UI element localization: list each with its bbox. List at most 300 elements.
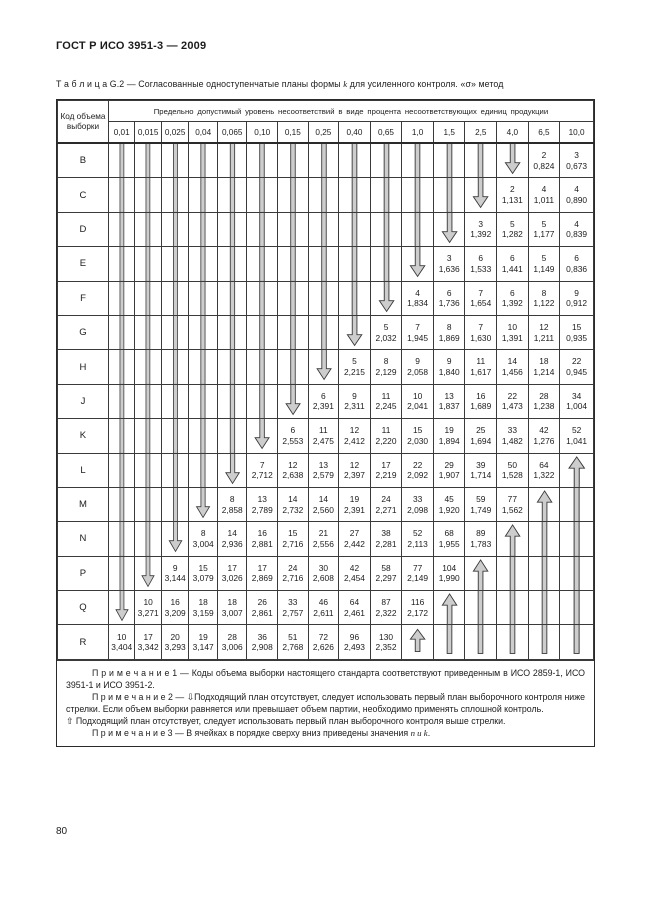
plan-cell [161, 247, 189, 281]
table-row [58, 178, 594, 212]
down-arrow-shaft-icon [109, 178, 134, 211]
down-arrow-shaft-icon [135, 316, 160, 349]
plan-cell [135, 419, 161, 453]
k-value: 1,392 [470, 229, 492, 240]
plan-cell [560, 212, 594, 246]
plan-cell [108, 384, 134, 418]
down-arrow-shaft-icon [120, 213, 124, 246]
note-3 [66, 727, 585, 739]
down-arrow-shaft-icon [201, 316, 205, 349]
plan-cell [370, 591, 402, 625]
down-arrow-shaft-icon [189, 316, 217, 349]
down-arrow-shaft-icon [247, 213, 277, 246]
plan-cell [497, 281, 529, 315]
up-arrowhead-icon [537, 491, 551, 521]
n-value: 14 [507, 356, 517, 367]
up-arrow-shaft-icon [560, 591, 593, 624]
aql-column-header: 0,025 [161, 122, 189, 144]
table-row [58, 591, 594, 625]
plan-cell [465, 625, 497, 659]
plan-cell [108, 556, 134, 590]
down-arrow-shaft-icon [135, 247, 160, 280]
down-arrow-shaft-icon [146, 213, 150, 246]
plan-cell [433, 384, 465, 418]
k-value: 1,617 [470, 367, 492, 378]
k-value: 1,041 [566, 435, 588, 446]
n-value: 6 [574, 253, 579, 264]
aql-column-header: 0,10 [247, 122, 278, 144]
k-value: 3,144 [164, 573, 186, 584]
plan-cell [247, 178, 278, 212]
n-value: 3 [446, 253, 452, 264]
plan-cell [339, 212, 371, 246]
plan-cell [560, 315, 594, 349]
n-value: 8 [541, 287, 547, 298]
down-arrowhead-icon [434, 213, 465, 246]
down-arrow-shaft-icon [230, 178, 234, 211]
n-value: 11 [381, 390, 391, 401]
down-arrow-shaft-icon [402, 144, 433, 177]
plan-cell [135, 556, 161, 590]
plan-cell [560, 419, 594, 453]
plan-cell [528, 247, 560, 281]
k-value: 2,869 [251, 573, 273, 584]
down-arrow-shaft-icon [278, 178, 308, 211]
n-value: 33 [288, 597, 298, 608]
plan-cell [108, 350, 134, 384]
plan-cell [497, 178, 529, 212]
plan-cell [278, 212, 309, 246]
plan-cell [135, 281, 161, 315]
plan-cell [402, 453, 434, 487]
k-value: 1,528 [501, 470, 523, 481]
down-arrow-shaft-icon [120, 385, 124, 418]
down-arrow-shaft-icon [146, 282, 150, 315]
plan-cell [402, 487, 434, 521]
down-arrowhead-icon [135, 557, 160, 590]
k-value: 2,716 [282, 538, 304, 549]
down-arrow-shaft-icon [173, 282, 177, 315]
plan-cell [135, 487, 161, 521]
plan-cell [161, 212, 189, 246]
plan-cell [108, 625, 134, 659]
down-arrow-shaft-icon [135, 385, 160, 418]
down-arrow-shaft-icon [260, 144, 265, 177]
down-arrow-shaft-icon [120, 247, 124, 280]
k-value: 2,757 [282, 607, 304, 618]
down-arrowhead-icon [411, 247, 425, 276]
n-value: 72 [318, 631, 329, 642]
k-value: 2,712 [251, 470, 273, 481]
plan-cell [402, 212, 434, 246]
k-value: 1,920 [438, 504, 460, 515]
plan-cell [339, 625, 371, 659]
n-value: 5 [541, 253, 547, 264]
n-value: 13 [444, 390, 454, 401]
down-arrow-shaft-icon [120, 178, 124, 211]
plan-cell [189, 453, 218, 487]
note-2: П р и м е ч а н и е 2 — ⇩Подходящий план отсутствует, следует использовать первый план выборочного контроля ниже стрелки. Если объем выборки равняется или превышает объем партии, необходимо применять сплошной контроль. [66, 691, 585, 714]
plan-cell [278, 143, 309, 178]
k-value: 1,322 [533, 470, 555, 481]
plan-cell [217, 453, 247, 487]
plan-cell [247, 453, 278, 487]
down-arrow-shaft-icon [247, 282, 277, 315]
plan-cell [108, 591, 134, 625]
down-arrow-shaft-icon [189, 178, 217, 211]
row-code: D [58, 212, 109, 246]
plan-cell [560, 281, 594, 315]
plan-cell [465, 419, 497, 453]
up-arrow-shaft-icon [574, 488, 579, 521]
aql-column-header: 2,5 [465, 122, 497, 144]
n-value: 6 [510, 287, 515, 298]
plan-cell [217, 384, 247, 418]
k-value: 1,869 [438, 332, 460, 343]
k-value: 1,907 [438, 470, 460, 481]
n-value: 104 [442, 562, 457, 573]
down-arrow-shaft-icon [218, 213, 247, 246]
down-arrowhead-icon [339, 316, 370, 349]
plan-cell [308, 625, 339, 659]
plan-cell [370, 384, 402, 418]
down-arrowhead-icon [497, 144, 528, 177]
aql-column-header: 1,0 [402, 122, 434, 144]
k-value: 3,404 [111, 642, 133, 653]
k-value: 2,098 [407, 504, 429, 515]
down-arrow-shaft-icon [384, 247, 389, 280]
n-value: 20 [170, 631, 180, 642]
plan-cell [339, 556, 371, 590]
k-value: 2,322 [375, 607, 397, 618]
down-arrowhead-icon [286, 385, 300, 414]
plan-cell [370, 453, 402, 487]
plan-cell [108, 522, 134, 556]
plan-cell [465, 522, 497, 556]
down-arrow-shaft-icon [321, 144, 326, 177]
up-arrow-shaft-icon [510, 625, 515, 653]
plan-cell [433, 212, 465, 246]
up-arrow-shaft-icon [560, 522, 593, 555]
plan-cell [402, 247, 434, 281]
plan-cell [108, 487, 134, 521]
n-value: 6 [290, 425, 296, 436]
down-arrow-shaft-icon [189, 419, 217, 452]
n-value: 29 [444, 459, 454, 470]
down-arrow-shaft-icon [321, 213, 326, 246]
down-arrow-shaft-icon [230, 247, 234, 280]
k-value: 2,560 [312, 504, 334, 515]
plan-cell [189, 522, 218, 556]
k-value: 3,147 [192, 642, 214, 653]
n-value: 33 [412, 494, 423, 504]
plan-cell [560, 591, 594, 625]
k-value: 2,391 [312, 401, 334, 412]
row-code: L [58, 453, 109, 487]
n-value: 12 [349, 459, 360, 470]
plan-cell [161, 522, 189, 556]
down-arrow-shaft-icon [120, 557, 124, 590]
plan-cell [135, 384, 161, 418]
down-arrow-shaft-icon [146, 488, 150, 521]
down-arrow-shaft-icon [218, 178, 247, 211]
n-value: 28 [227, 631, 237, 642]
plan-cell [402, 419, 434, 453]
plan-cell [370, 143, 402, 178]
plan-cell [161, 453, 189, 487]
plan-cell [278, 350, 309, 384]
plan-cell [217, 556, 247, 590]
k-value: 2,058 [407, 367, 429, 378]
down-arrow-shaft-icon [321, 247, 326, 280]
k-value: 2,245 [375, 401, 397, 412]
plan-cell [108, 212, 134, 246]
plan-cell [560, 247, 594, 281]
k-value: 2,858 [221, 504, 243, 515]
plan-cell [465, 212, 497, 246]
k-value: 3,079 [192, 573, 214, 584]
down-arrow-shaft-icon [291, 316, 296, 349]
down-arrow-shaft-icon [321, 316, 326, 349]
plan-cell [278, 591, 309, 625]
plan-cell [247, 522, 278, 556]
down-arrowhead-icon [379, 282, 393, 311]
aql-column-header: 0,04 [189, 122, 218, 144]
plan-cell [402, 556, 434, 590]
plan-cell [497, 143, 529, 178]
k-value: 2,129 [375, 367, 397, 378]
k-value: 2,311 [344, 401, 365, 412]
up-arrowhead-icon [505, 525, 519, 555]
plan-cell [247, 247, 278, 281]
down-arrow-shaft-icon [434, 178, 465, 211]
k-value: 2,271 [375, 504, 397, 515]
row-code: C [58, 178, 109, 212]
row-code: H [58, 350, 109, 384]
down-arrow-shaft-icon [146, 316, 150, 349]
plan-cell [108, 453, 134, 487]
table-row [58, 487, 594, 521]
n-value: 11 [381, 425, 391, 436]
up-arrow-shaft-icon [542, 557, 547, 590]
down-arrow-shaft-icon [260, 350, 265, 383]
down-arrow-shaft-icon [321, 282, 326, 315]
down-arrow-shaft-icon [120, 522, 124, 555]
down-arrow-shaft-icon [230, 144, 234, 177]
plan-cell [108, 315, 134, 349]
plan-cell [339, 281, 371, 315]
up-arrow-shaft-icon [560, 488, 593, 521]
plan-cell [402, 315, 434, 349]
k-value: 1,894 [438, 435, 460, 446]
n-value: 21 [318, 528, 329, 539]
n-value: 2 [541, 150, 547, 161]
plan-cell [560, 143, 594, 178]
up-arrow-shaft-icon [529, 625, 560, 658]
plan-cell [247, 315, 278, 349]
aql-column-header: 10,0 [560, 122, 594, 144]
plan-cell [161, 625, 189, 659]
aql-column-header: 0,25 [308, 122, 339, 144]
n-value: 13 [257, 494, 267, 504]
down-arrowhead-icon [442, 213, 456, 242]
down-arrow-shaft-icon [371, 213, 402, 246]
plan-cell [433, 281, 465, 315]
down-arrowhead-icon [142, 557, 154, 586]
k-value: 1,473 [501, 401, 523, 412]
down-arrowhead-icon [465, 178, 496, 211]
down-arrow-shaft-icon [278, 316, 308, 349]
k-value: 2,281 [375, 538, 397, 549]
note-3-nk: n и k [410, 727, 428, 738]
plan-cell [189, 143, 218, 178]
table-row [58, 453, 594, 487]
plan-cell [308, 281, 339, 315]
down-arrow-shaft-icon [309, 247, 339, 280]
n-value: 8 [446, 322, 452, 333]
k-value: 0,935 [566, 332, 588, 343]
plan-cell [528, 212, 560, 246]
n-value: 6 [478, 253, 484, 264]
k-value: 0,824 [533, 160, 555, 171]
plan-cell [135, 350, 161, 384]
n-value: 10 [412, 390, 423, 401]
n-value: 6 [510, 253, 515, 264]
down-arrow-shaft-icon [260, 385, 265, 418]
n-value: 51 [288, 631, 298, 642]
k-value: 2,032 [375, 332, 397, 343]
plan-cell [278, 522, 309, 556]
up-arrow-shaft-icon [465, 625, 496, 658]
table-row [58, 350, 594, 384]
plan-cell [465, 591, 497, 625]
down-arrow-shaft-icon [384, 178, 389, 211]
down-arrow-shaft-icon [247, 350, 277, 383]
k-value: 3,271 [137, 607, 159, 618]
plan-cell [497, 487, 529, 521]
down-arrow-shaft-icon [339, 247, 370, 280]
up-arrow-shaft-icon [465, 591, 496, 624]
plan-cell [161, 419, 189, 453]
n-value: 7 [478, 322, 484, 333]
plan-cell [497, 315, 529, 349]
plan-cell [528, 143, 560, 178]
k-value: 2,789 [251, 504, 273, 515]
n-value: 8 [229, 494, 235, 504]
down-arrowhead-icon [162, 522, 189, 555]
up-arrow-shaft-icon [479, 591, 484, 624]
up-arrowhead-icon [442, 594, 456, 624]
up-arrow-shaft-icon [574, 557, 579, 590]
n-value: 8 [200, 528, 206, 539]
down-arrow-shaft-icon [434, 144, 465, 177]
down-arrow-shaft-icon [109, 454, 134, 487]
k-value: 3,026 [221, 573, 243, 584]
n-value: 10 [507, 322, 517, 333]
n-value: 6 [446, 287, 452, 298]
down-arrow-shaft-icon [146, 419, 150, 452]
up-arrowhead-short-icon [402, 625, 433, 658]
plan-cell [161, 178, 189, 212]
n-value: 77 [507, 494, 517, 504]
down-arrow-shaft-icon [120, 282, 124, 315]
n-value: 14 [318, 494, 329, 504]
row-code: P [58, 556, 109, 590]
down-arrow-shaft-icon [352, 247, 357, 280]
n-value: 9 [172, 562, 178, 573]
down-arrow-shaft-icon [146, 454, 150, 487]
down-arrow-shaft-icon [109, 419, 134, 452]
k-value: 2,092 [407, 470, 429, 481]
k-value: 3,004 [192, 538, 214, 549]
plan-cell [217, 591, 247, 625]
n-value: 18 [539, 356, 549, 367]
up-arrow-shaft-icon [542, 625, 547, 653]
up-arrow-shaft-icon [497, 557, 528, 590]
down-arrow-shaft-icon [135, 282, 160, 315]
k-value: 1,689 [470, 401, 492, 412]
k-value: 2,608 [312, 573, 334, 584]
down-arrow-shaft-icon [189, 247, 217, 280]
k-value: 1,211 [533, 332, 555, 343]
table-row [58, 212, 594, 246]
down-arrow-shaft-icon [173, 385, 177, 418]
plan-cell [278, 625, 309, 659]
n-value: 14 [288, 494, 298, 504]
plan-cell [278, 384, 309, 418]
k-value: 0,673 [566, 160, 588, 171]
plan-cell [339, 522, 371, 556]
down-arrowhead-icon [309, 350, 339, 383]
down-arrow-shaft-icon [109, 488, 134, 521]
plan-cell [433, 556, 465, 590]
down-arrow-shaft-icon [309, 282, 339, 315]
k-value: 1,834 [407, 298, 429, 309]
k-value: 2,638 [282, 470, 304, 481]
plan-cell [247, 281, 278, 315]
n-value: 25 [476, 425, 486, 436]
plan-cell [189, 247, 218, 281]
table-row [58, 384, 594, 418]
plan-cell [108, 143, 134, 178]
k-value: 0,836 [566, 263, 588, 274]
plan-cell [161, 487, 189, 521]
down-arrow-shaft-icon [135, 419, 160, 452]
down-arrow-shaft-icon [120, 419, 124, 452]
k-value: 2,030 [407, 435, 429, 446]
n-value: 7 [478, 287, 484, 298]
down-arrow-shaft-icon [109, 557, 134, 590]
down-arrowhead-icon [317, 350, 331, 379]
plan-cell [433, 487, 465, 521]
n-value: 17 [227, 562, 237, 573]
plan-cell [247, 350, 278, 384]
plan-cell [189, 281, 218, 315]
down-arrow-shaft-icon [173, 350, 177, 383]
plan-cell [217, 178, 247, 212]
plan-cell [339, 453, 371, 487]
plan-cell [308, 178, 339, 212]
k-value: 1,392 [501, 298, 523, 309]
k-value: 1,122 [533, 298, 555, 309]
plan-cell [370, 178, 402, 212]
down-arrow-shaft-icon [162, 144, 189, 177]
plan-cell [339, 143, 371, 178]
plan-cell [135, 591, 161, 625]
down-arrow-shaft-icon [321, 178, 326, 211]
down-arrow-shaft-icon [173, 247, 177, 280]
plan-cell [247, 419, 278, 453]
